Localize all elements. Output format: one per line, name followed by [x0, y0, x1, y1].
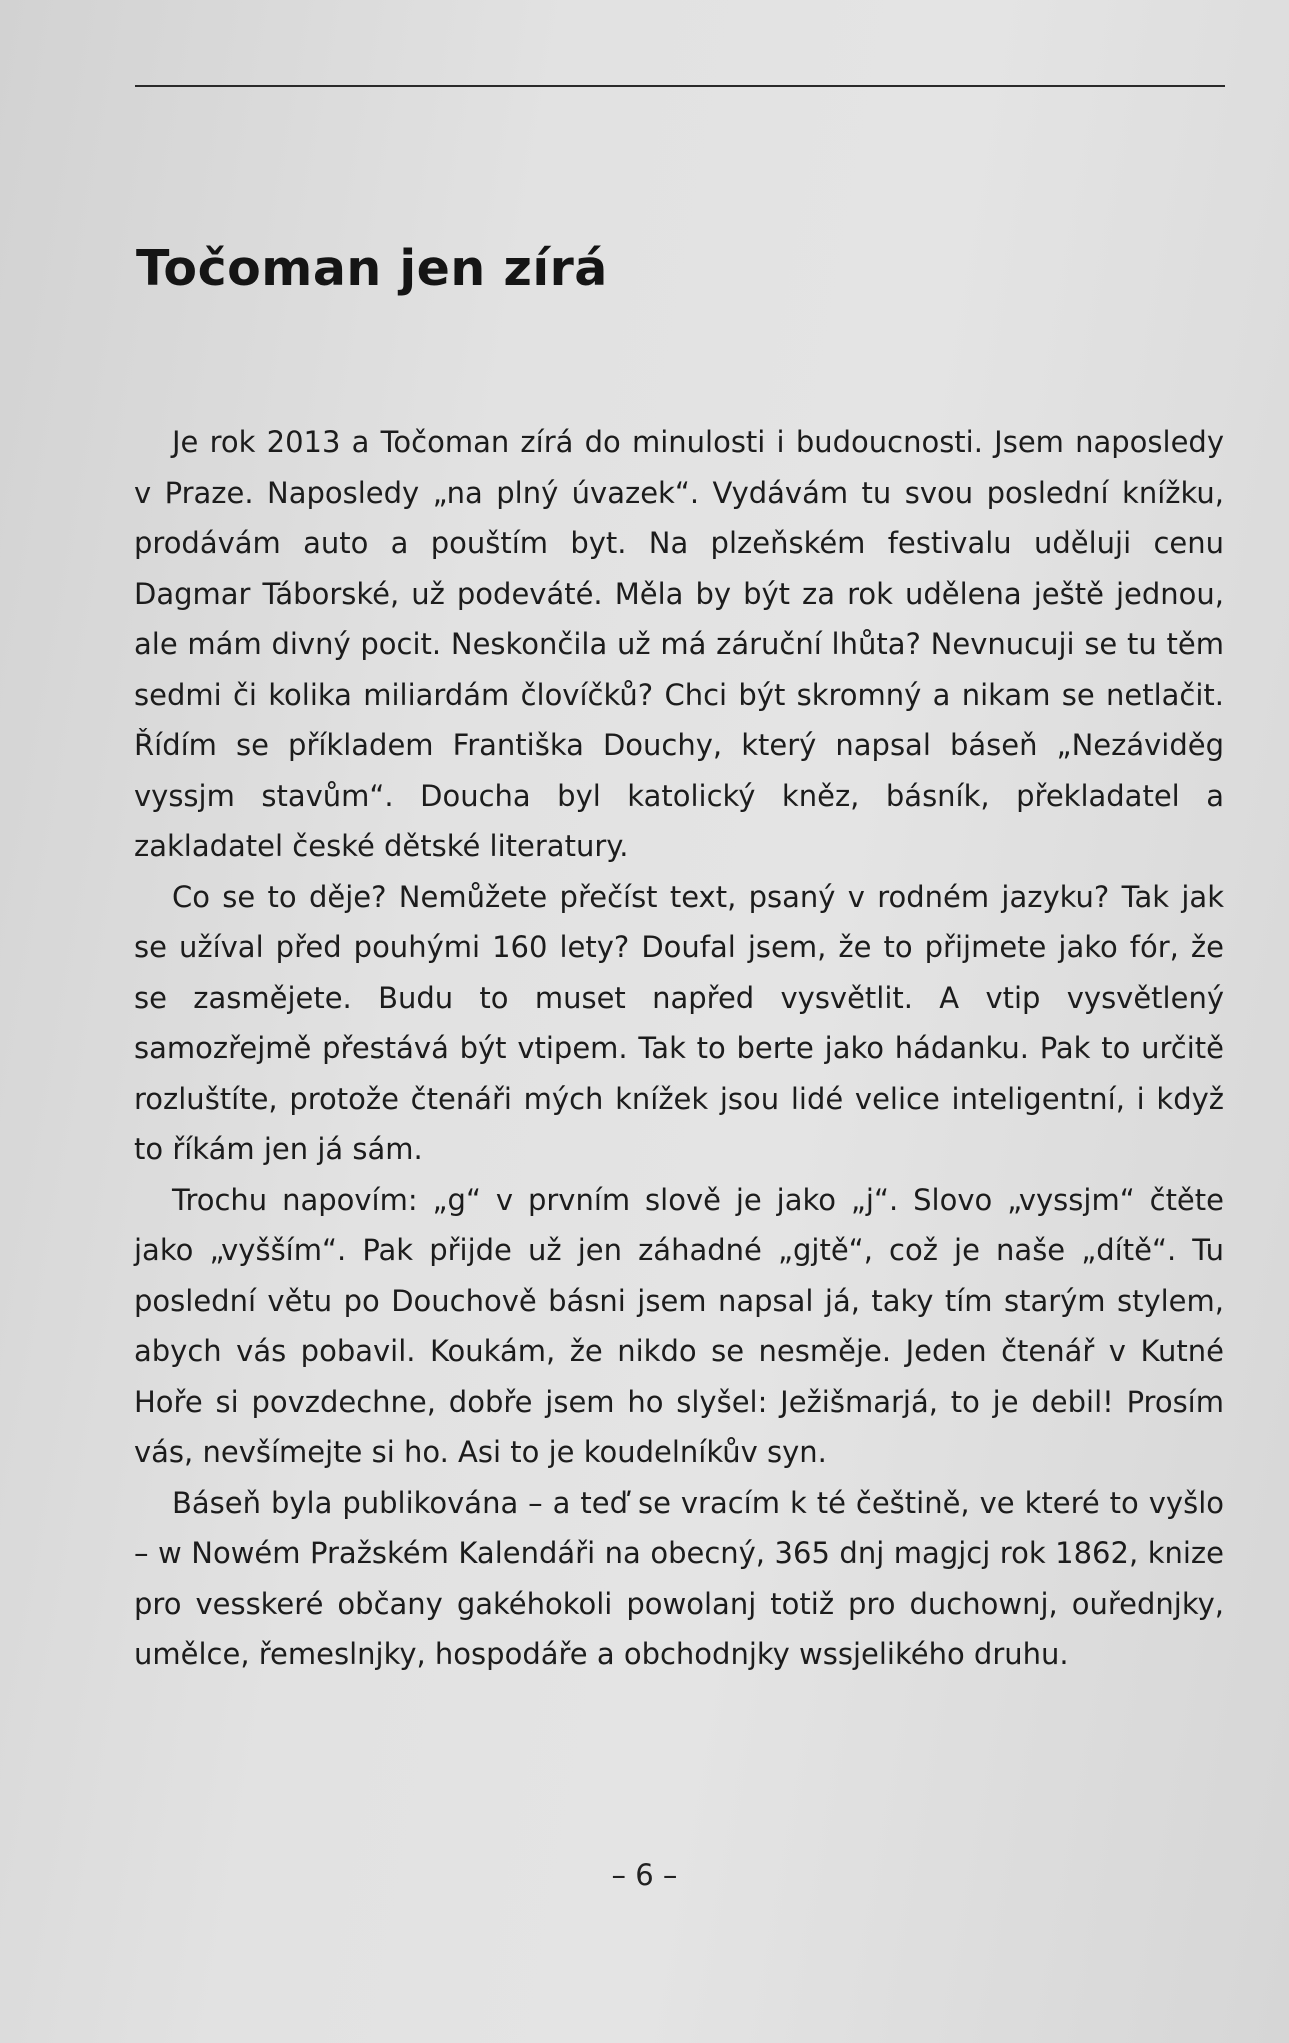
page-number: – 6 –	[611, 1858, 678, 1892]
chapter-title: Točoman jen zírá	[136, 240, 608, 297]
paragraph-4: Báseň byla publikována – a teď se vracím k té češtině, ve které to vyšlo – w Nowém Pražském Kalendáři na obecný, 365 dnj magjcj rok 1862, knize pro vesskeré občany gakéhokoli powolanj totiž pro duchownj, ouřednjky, umělce, řemeslnjky, hospodáře a obchodnjky wssjelikého druhu.	[134, 1485, 1224, 1671]
header-rule	[135, 85, 1225, 87]
paragraph-3: Trochu napovím: „g“ v prvním slově je jako „j“. Slovo „vyssjm“ čtěte jako „vyšším“. Pak přijde už jen záhadné „gjtě“, což je naše „dítě“. Tu poslední větu po Douchově básni jsem napsal já, taky tím starým stylem, abych vás pobavil. Koukám, že nikdo se nesměje. Jeden čtenář v Kutné Hoře si povzdechne, dobře jsem ho slyšel: Ježišmarjá, to je debil! Prosím vás, nevšímejte si ho. Asi to je koudelníkův syn.	[134, 1182, 1224, 1469]
paragraph-2: Co se to děje? Nemůžete přečíst text, psaný v rodném jazyku? Tak jak se užíval před pouhými 160 lety? Doufal jsem, že to přijmete jako fór, že se zasmějete. Budu to muset napřed vysvětlit. A vtip vysvětlený samozřejmě přestává být vtipem. Tak to berte jako hádanku. Pak to určitě rozluštíte, protože čtenáři mých knížek jsou lidé velice inteligentní, i když to říkám jen já sám.	[134, 879, 1224, 1166]
chapter-body	[134, 417, 1224, 1680]
paragraph-1: Je rok 2013 a Točoman zírá do minulosti i budoucnosti. Jsem naposledy v Praze. Naposledy „na plný úvazek“. Vydávám tu svou poslední knížku, prodávám auto a pouštím byt. Na plzeňském festivalu uděluji cenu Dagmar Táborské, už podeváté. Měla by být za rok udělena ještě jednou, ale mám divný pocit. Neskončila už má záruční lhůta? Nevnucuji se tu těm sedmi či kolika miliardám človíčků? Chci být skromný a nikam se netlačit. Řídím se příkladem Františka Douchy, který napsal báseň „Nezáviděg vyssjm stavům“. Doucha byl katolický kněz, básník, překladatel a zakladatel české dětské literatury.	[134, 425, 1224, 863]
